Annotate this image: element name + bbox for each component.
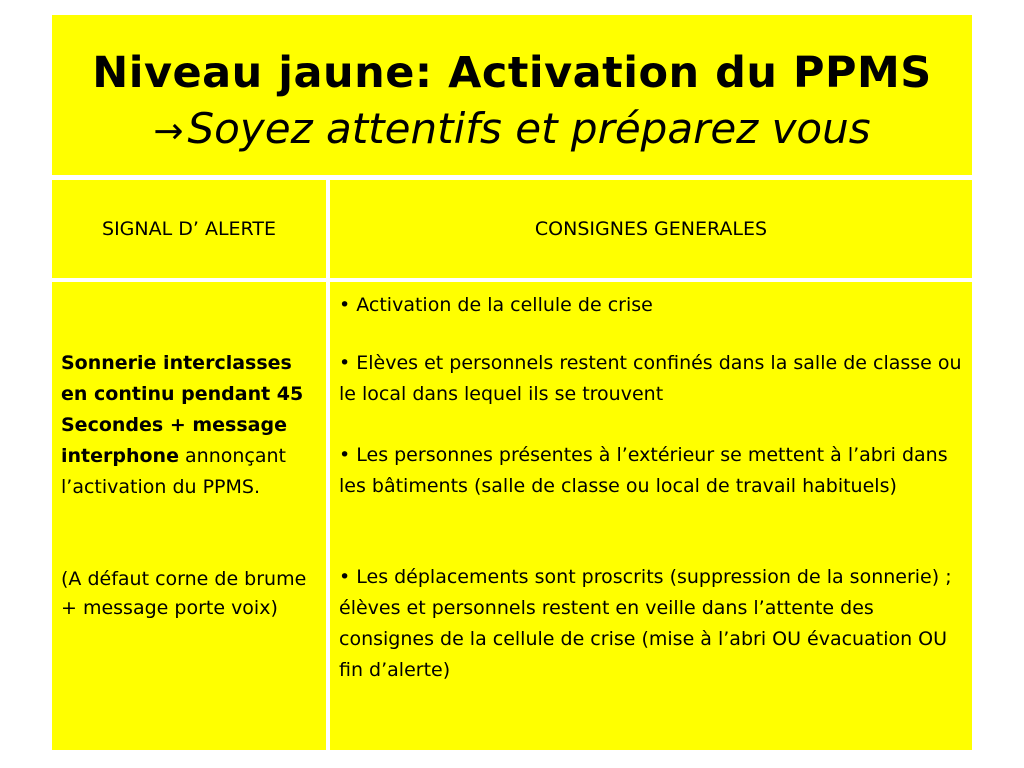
consigne-item: • Activation de la cellule de crise [339,294,653,316]
signal-normal-text: annonçant l’activation du PPMS. [61,445,286,498]
signal-bold-text: Sonnerie interclasses en continu pendant 45 Secondes + message interphone [61,352,304,467]
header-signal: SIGNAL D’ ALERTE [102,218,276,240]
consigne-item: • Les personnes présentes à l’extérieur se mettent à l’abri dans les bâtiments (salle de classe ou local de travail habituels) [339,444,948,497]
signal-cell [52,282,326,750]
consigne-item: • Les déplacements sont proscrits (suppression de la sonnerie) ; élèves et personnels restent en veille dans l’attente des consignes de la cellule de crise (mise à l’abri OU évacuation OU fin d’alerte) [339,566,952,681]
consigne-item: • Elèves et personnels restent confinés dans la salle de classe ou le local dans lequel ils se trouvent [339,352,962,405]
slide-title: Niveau jaune: Activation du PPMS [92,48,932,98]
subtitle-text: Soyez attentifs et préparez vous [187,104,871,153]
slide-subtitle [52,105,972,156]
signal-description [61,348,323,503]
header-signal-cell [52,180,326,278]
right-arrow-icon: → [153,111,184,152]
title-box [52,15,972,175]
header-consignes-cell [330,180,972,278]
signal-note: (A défaut corne de brume + message porte voix) [61,568,307,619]
header-consignes: CONSIGNES GENERALES [534,218,768,240]
consignes-cell [330,282,972,750]
